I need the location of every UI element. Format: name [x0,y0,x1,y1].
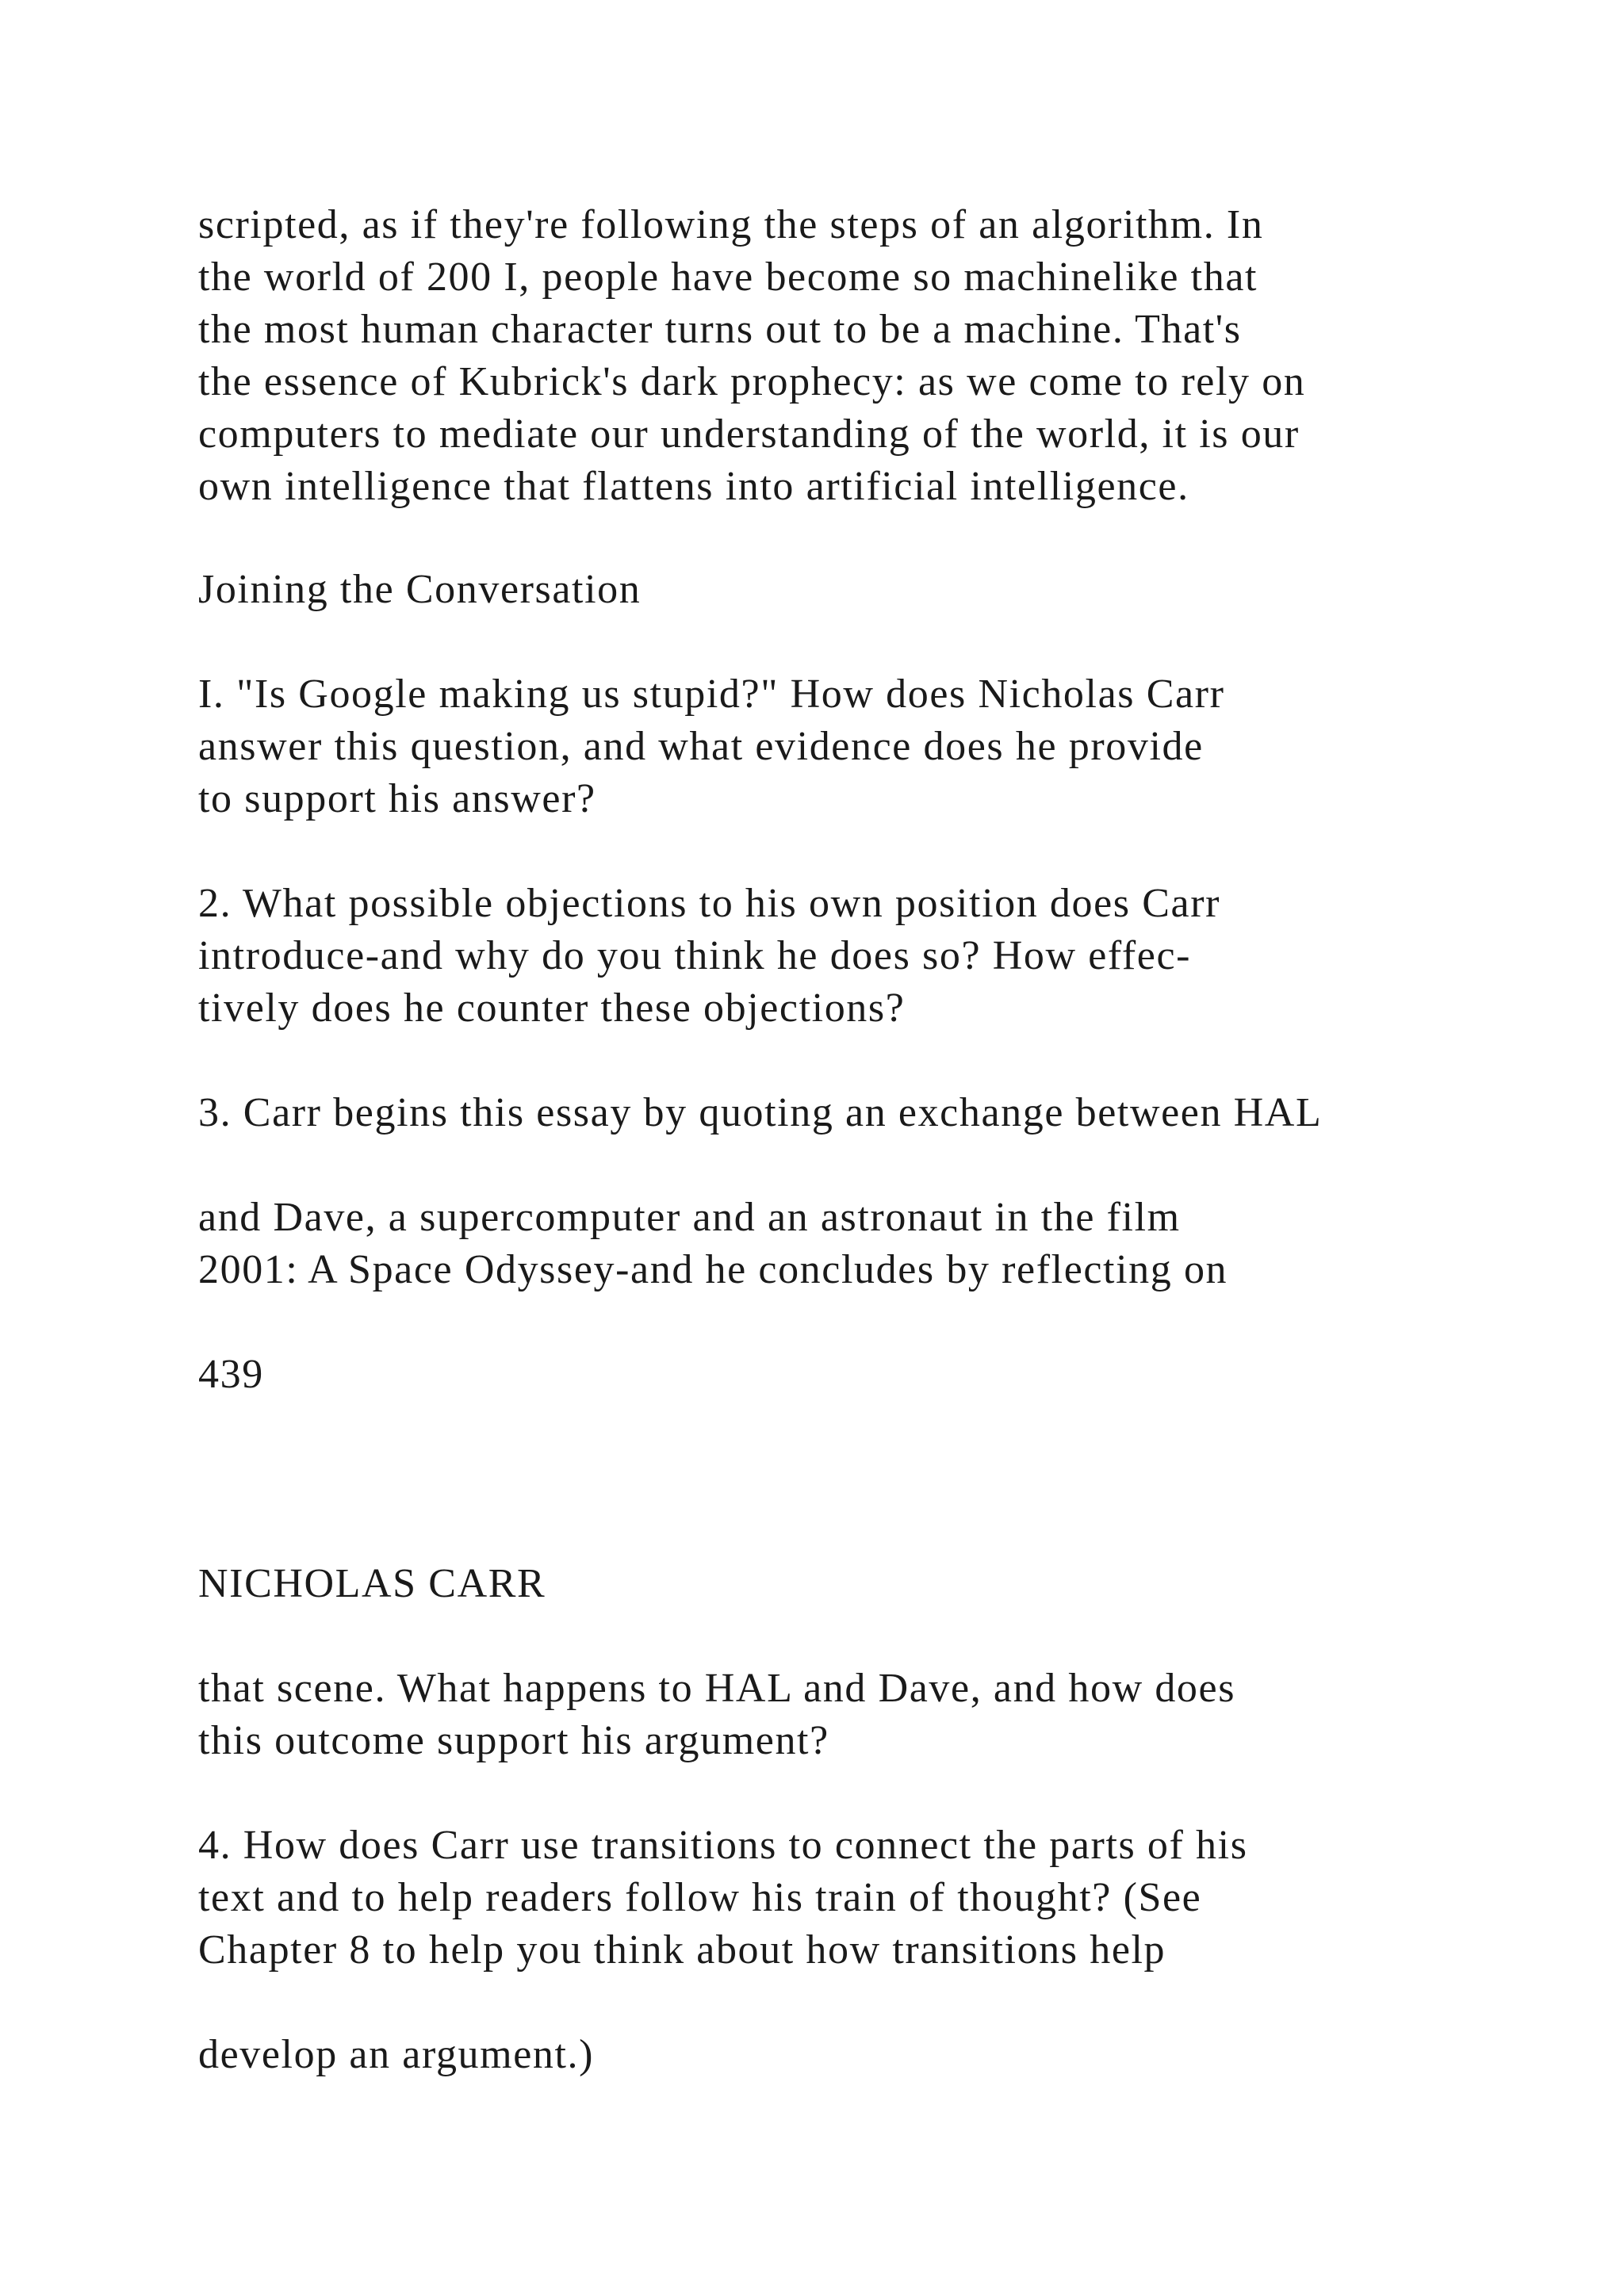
body-text-line: scripted, as if they're following the steps of an algorithm. In [198,202,1264,247]
question-2-line: introduce-and why do you think he does so? How effec- [198,933,1192,978]
question-3-line: 3. Carr begins this essay by quoting an exchange between HAL [198,1090,1323,1135]
question-4-line: text and to help readers follow his train of thought? (See [198,1875,1202,1920]
question-2-line: 2. What possible objections to his own position does Carr [198,881,1221,926]
page-number: 439 [198,1352,264,1397]
section-heading: Joining the Conversation [198,567,642,612]
question-4-line: 4. How does Carr use transitions to connect the parts of his [198,1823,1248,1868]
question-1-line: answer this question, and what evidence does he provide [198,724,1204,769]
body-text-line: the world of 200 I, people have become so machinelike that [198,254,1258,300]
body-text-line: the most human character turns out to be a machine. That's [198,307,1242,352]
question-4-line: Chapter 8 to help you think about how transitions help [198,1927,1166,1973]
body-text-line: the essence of Kubrick's dark prophecy: as we come to rely on [198,359,1306,404]
body-text-line: own intelligence that flattens into artificial intelligence. [198,464,1189,509]
running-header: NICHOLAS CARR [198,1561,546,1606]
question-1-line: I. "Is Google making us stupid?" How does Nicholas Carr [198,672,1225,717]
question-3-line: and Dave, a supercomputer and an astronaut in the film [198,1195,1181,1240]
question-2-line: tively does he counter these objections? [198,985,906,1031]
body-text-line: computers to mediate our understanding of the world, it is our [198,411,1300,457]
question-1-line: to support his answer? [198,776,596,821]
question-3-line: 2001: A Space Odyssey-and he concludes by reflecting on [198,1247,1228,1292]
question-4-line: develop an argument.) [198,2032,595,2077]
question-3-line: this outcome support his argument? [198,1718,829,1763]
question-3-line: that scene. What happens to HAL and Dave, and how does [198,1666,1236,1711]
